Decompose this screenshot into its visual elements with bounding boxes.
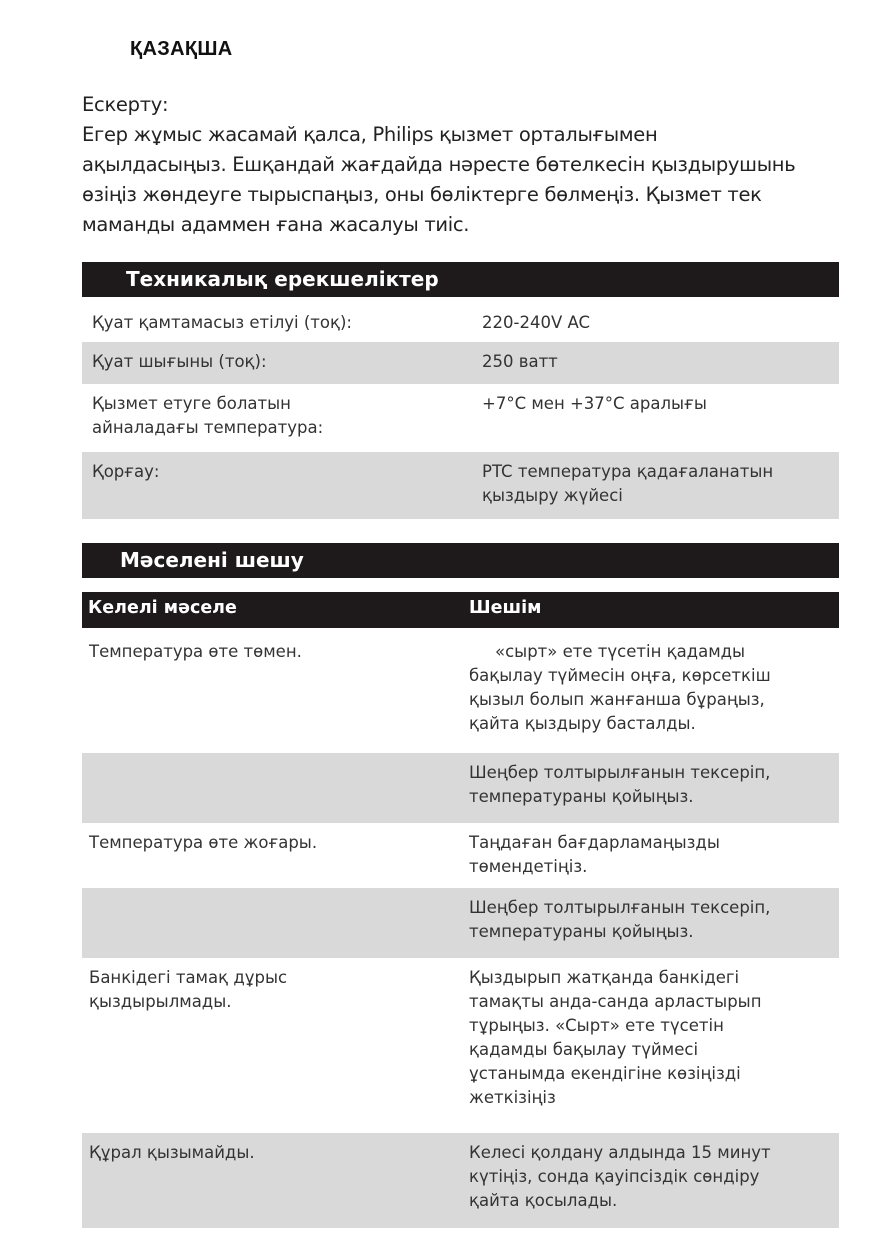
troubleshooting-title: Мәселені шешу bbox=[82, 543, 839, 578]
problem-cell: Температура өте төмен. bbox=[89, 642, 302, 661]
spec-label: Қуат қамтамасыз етілуі (тоқ): bbox=[92, 313, 352, 332]
spec-value: 220-240V AC bbox=[482, 313, 590, 332]
solution-cell: Келесі қолдану алдында 15 минут күтіңіз, сонда қауіпсіздік сөндіру қайта қосылады. bbox=[469, 1143, 771, 1210]
table-row bbox=[82, 628, 839, 753]
problem-cell: Құрал қызымайды. bbox=[89, 1143, 255, 1162]
table-row bbox=[82, 888, 839, 958]
solution-cell: Шеңбер толтырылғанын тексеріп, температураны қойыңыз. bbox=[469, 898, 771, 941]
spec-label: Қуат шығыны (тоқ): bbox=[92, 352, 267, 371]
solution-cell: «сырт» ете түсетін қадамды бақылау түймесін оңға, көрсеткіш қызыл болып жанғанша бұраңыз, қайта қыздыру басталды. bbox=[469, 642, 771, 733]
language-heading: ҚАЗАҚША bbox=[130, 38, 233, 60]
note-line: ақылдасыңыз. Ешқандай жағдайда нәресте бөтелкесін қыздырушынь bbox=[82, 153, 796, 176]
spec-label: Қызмет етуге болатын айналадағы температура: bbox=[92, 394, 324, 437]
column-header-problem: Келелі мәселе bbox=[88, 598, 237, 618]
note-label: Ескерту: bbox=[82, 93, 169, 116]
table-row bbox=[82, 342, 839, 384]
problem-cell: Температура өте жоғары. bbox=[89, 833, 318, 852]
table-row bbox=[82, 1133, 839, 1228]
solution-cell: Таңдаған бағдарламаңызды төмендетіңіз. bbox=[469, 833, 720, 876]
troubleshooting-header bbox=[82, 592, 839, 628]
note-line: маманды адаммен ғана жасалуы тиіс. bbox=[82, 213, 470, 236]
tech-specs-table bbox=[82, 297, 839, 519]
table-row bbox=[82, 297, 839, 342]
table-row bbox=[82, 452, 839, 519]
spec-value: PTC температура қадағаланатын қыздыру жүйесі bbox=[482, 462, 774, 505]
tech-specs-title: Техникалық ерекшеліктер bbox=[82, 262, 839, 297]
solution-cell: Қыздырып жатқанда банкідегі тамақты анда-санда арластырып тұрыңыз. «Сырт» ете түсетін қадамды бақылау түймесі ұстанымда екендігіне көзіңізді жеткізіңіз bbox=[469, 968, 762, 1107]
spec-value: 250 ватт bbox=[482, 352, 558, 371]
table-row bbox=[82, 958, 839, 1133]
problem-cell: Банкідегі тамақ дұрыс қыздырылмады. bbox=[89, 968, 288, 1011]
spec-label: Қорғау: bbox=[92, 462, 160, 481]
spec-value: +7°C мен +37°C аралығы bbox=[482, 394, 707, 413]
column-header-solution: Шешім bbox=[469, 598, 542, 618]
table-row bbox=[82, 384, 839, 452]
table-row bbox=[82, 823, 839, 888]
table-row bbox=[82, 753, 839, 823]
note-line: өзіңіз жөндеуге тырыспаңыз, оны бөліктерге бөлмеңіз. Қызмет тек bbox=[82, 183, 762, 206]
troubleshooting-table bbox=[82, 628, 839, 1228]
note-block bbox=[82, 90, 872, 240]
note-line: Егер жұмыс жасамай қалса, Philips қызмет орталығымен bbox=[82, 123, 658, 146]
solution-cell: Шеңбер толтырылғанын тексеріп, температураны қойыңыз. bbox=[469, 763, 771, 806]
